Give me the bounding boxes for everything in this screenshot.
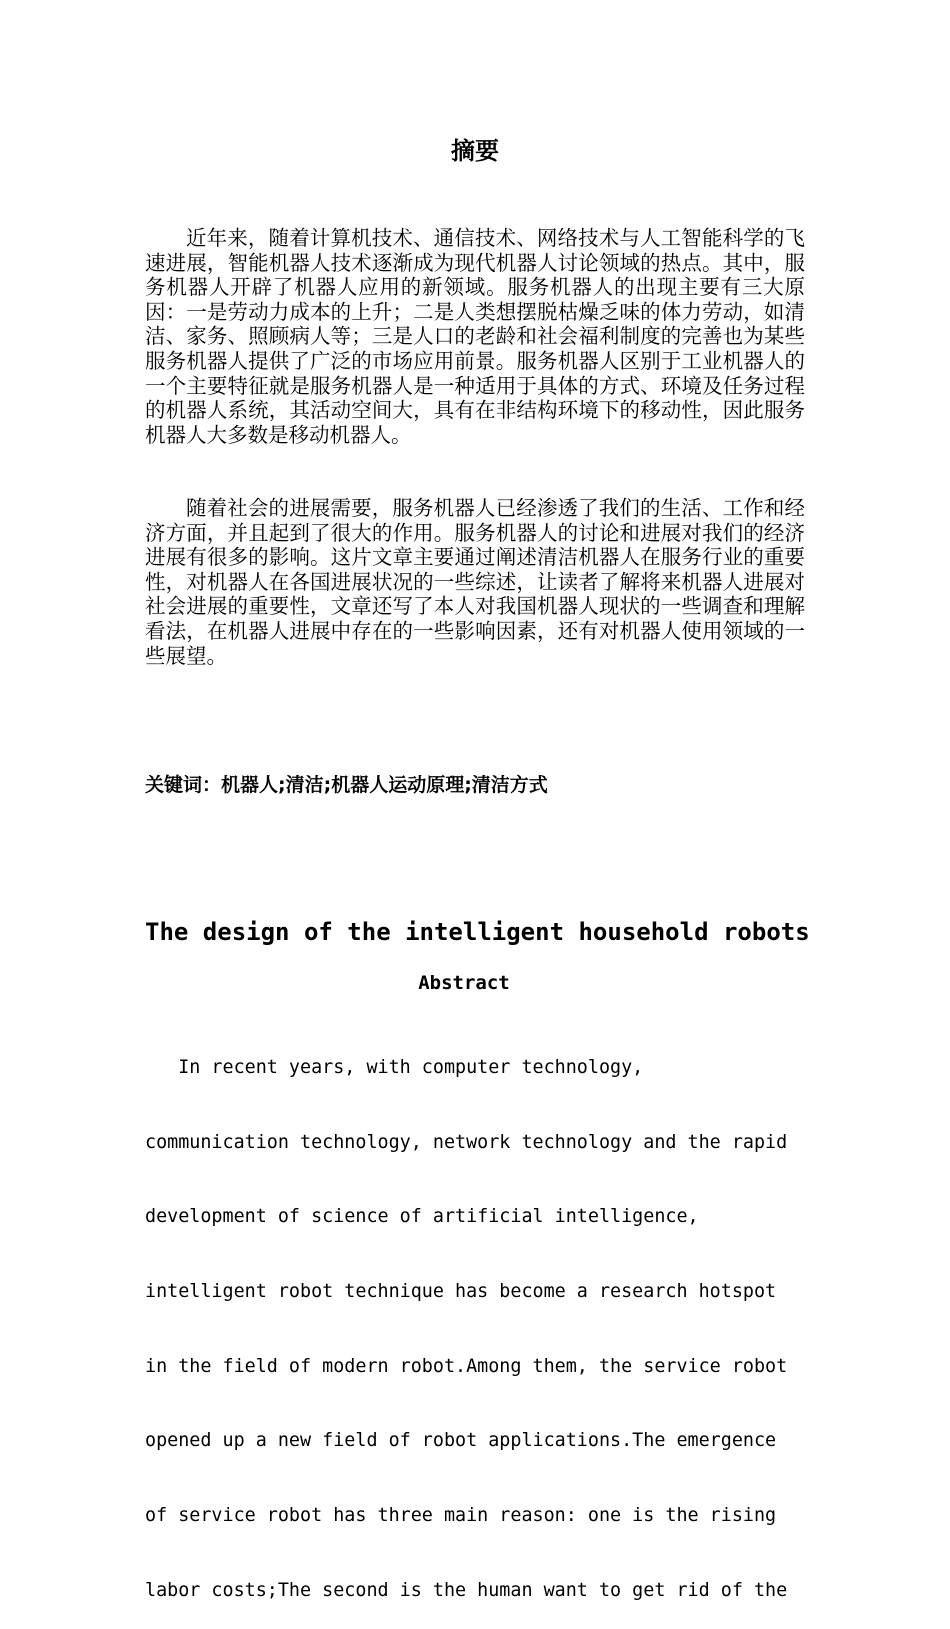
english-title: The design of the intelligent household robots — [145, 918, 810, 946]
english-abstract-line: intelligent robot technique has become a research hotspot — [145, 1280, 777, 1302]
english-abstract-line: labor costs;The second is the human want to get rid of the — [145, 1579, 788, 1601]
english-abstract-line: In recent years, with computer technology, — [145, 1056, 644, 1078]
english-abstract-line: opened up a new field of robot applications.The emergence — [145, 1430, 777, 1452]
chinese-abstract-paragraph-1: 近年来，随着计算机技术、通信技术、网络技术与人工智能科学的飞速进展，智能机器人技术逐渐成为现代机器人讨论领域的热点。其中，服务机器人开辟了机器人应用的新领域。服务机器人的出现主要有三大原因：一是劳动力成本的上升；二是人类想摆脱枯燥乏味的体力劳动，如清洁、家务、照顾病人等；三是人口的老龄和社会福利制度的完善也为某些服务机器人提供了广泛的市场应用前景。服务机器人区别于工业机器人的一个主要特征就是服务机器人是一种适用于具体的方式、环境及任务过程的机器人系统，其活动空间大，具有在非结构环境下的移动性，因此服务机器人大多数是移动机器人。 — [145, 226, 805, 447]
chinese-abstract-paragraph-2: 随着社会的进展需要，服务机器人已经渗透了我们的生活、工作和经济方面，并且起到了很大的作用。服务机器人的讨论和进展对我们的经济进展有很多的影响。这片文章主要通过阐述清洁机器人在服务行业的重要性，对机器人在各国进展状况的一些综述，让读者了解将来机器人进展对社会进展的重要性，文章还写了本人对我国机器人现状的一些调查和理解看法，在机器人进展中存在的一些影响因素，还有对机器人使用领域的一些展望。 — [145, 496, 805, 668]
keywords-line: 关键词：机器人;清洁;机器人运动原理;清洁方式 — [145, 774, 548, 796]
english-abstract-heading: Abstract — [418, 972, 510, 994]
english-abstract-body — [145, 1006, 805, 1629]
english-abstract-line: development of science of artificial intelligence, — [145, 1206, 699, 1228]
chinese-abstract-title: 摘要 — [451, 137, 499, 165]
english-abstract-line: of service robot has three main reason: one is the rising — [145, 1505, 777, 1527]
english-abstract-line: communication technology, network technology and the rapid — [145, 1131, 788, 1153]
english-abstract-line: in the field of modern robot.Among them, the service robot — [145, 1355, 788, 1377]
